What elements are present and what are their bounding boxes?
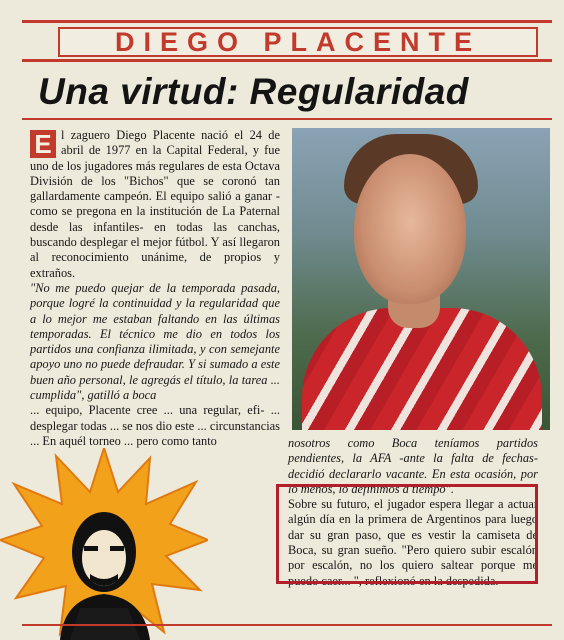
bottom-rule — [22, 624, 552, 626]
title-box — [58, 27, 538, 57]
drop-cap: E — [30, 130, 56, 158]
paragraph-obscured: ... equipo, Placente cree ... una regular, efi- ... desplegar todas ... se nos dio este ... circunstancias ... En aquél torneo ... pero como tanto — [30, 403, 280, 448]
paragraph-intro — [30, 128, 280, 281]
title-band — [22, 20, 552, 62]
sun-sticker-icon — [0, 448, 208, 640]
paragraph-intro-text: l zaguero Diego Placente nació el 24 de abril de 1977 en la Capital Federal, y fue uno de los jugadores más regulares de esta Octava División de los "Bichos" que se coronó tan gallardamente campeón. El equipo salió a ganar -como se pregona en la institución de La Paternal desde las infantiles- en todas las canchas, buscando desplegar el mejor fútbol. Y así llegaron al reconocimiento unánime, de propios y extraños. — [30, 128, 280, 280]
player-name-title: DIEGO PLACENTE — [114, 27, 482, 57]
article-left-column — [30, 128, 280, 449]
photo-face — [354, 154, 466, 304]
player-photo — [292, 128, 550, 430]
paragraph-quote: "No me puedo quejar de la temporada pasada, porque logré la continuidad y la regularidad que a lo mejor me estaban faltando en las últimas temporadas. El técnico me dio en todos los partidos una confianza ilimitada, y con semejante apoyo uno no puede defraudar. Y si sumado a este buen año personal, le agregás el título, la tarea ... cumplida", gatilló a boca — [30, 280, 280, 403]
headline-rule — [22, 118, 552, 120]
paragraph-continuation: nosotros como Boca teníamos partidos pendientes, la AFA -ante la falta de fechas- decidió declararlo vacante. En esta ocasión, por lo menos, lo definimos a tiempo". — [288, 436, 538, 496]
highlight-box — [276, 484, 538, 584]
paragraph-future: Sobre su futuro, el jugador espera llegar a actuar algún día en la primera de Argentinos para luego dar su gran paso, que es vestir la camiseta de Boca, su gran sueño. "Pero quiero subir escalón por escalón, no los quiero saltear porque me puedo caer... ", reflexionó en la despedida. — [288, 497, 538, 588]
article-headline: Una virtud: Regularidad — [38, 71, 469, 112]
